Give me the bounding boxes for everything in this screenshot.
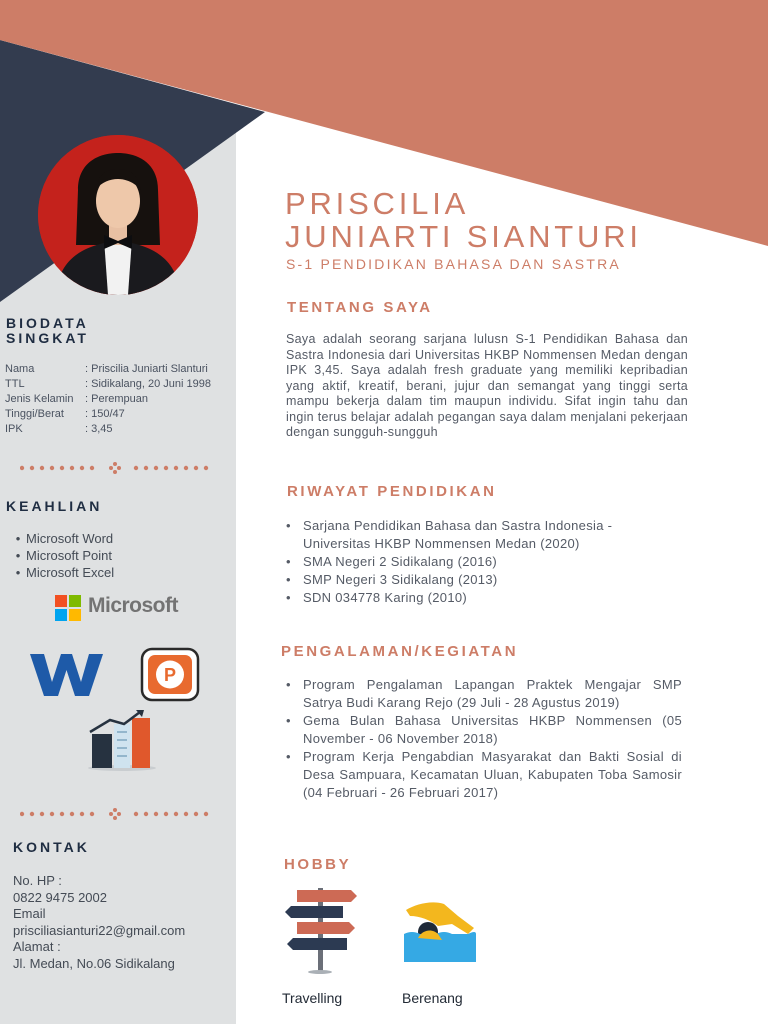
excel-chart-icon: [84, 708, 158, 772]
biodata-row: [5, 392, 211, 407]
biodata-label: Tinggi/Berat: [5, 408, 64, 420]
education-list: [283, 517, 673, 607]
biodata-value: : 150/47: [85, 408, 125, 420]
skills-list: [10, 530, 114, 581]
education-item: • Sarjana Pendidikan Bahasa dan Sastra Indonesia - Universitas HKBP Nommensen Medan (2020): [283, 517, 673, 553]
contact-address-label: Alamat :: [13, 939, 61, 954]
contact-email: prisciliasianturi22@gmail.com: [13, 922, 186, 938]
biodata-table: [5, 362, 211, 437]
contact-phone: 0822 9475 2002: [13, 889, 107, 905]
biodata-label: TTL: [5, 378, 25, 390]
skill-item: • Microsoft Point: [10, 547, 114, 564]
contact-phone-label: No. HP :: [13, 873, 62, 888]
biodata-heading-line1: BIODATA: [6, 315, 89, 331]
word-icon: [30, 654, 103, 696]
skill-item: • Microsoft Excel: [10, 564, 114, 581]
about-text: Saya adalah seorang sarjana lulusn S-1 Pendidikan Bahasa dan Sastra Indonesia dari Universitas HKBP Nommensen Medan dengan IPK 3,45. Saya adalah fresh graduate yang memiliki kepribadian yang aktif, kreatif, berani, jujur dan semangat yang tinggi serta mampu bekerja dalam tim maupun individu. Sifat ingin tahu dan ingin terus belajar adalah pegangan saya dalam menjalani pekerjaan dengan sungguh-sungguh: [286, 332, 688, 439]
dotted-divider: [20, 462, 210, 474]
education-item: • SMA Negeri 2 Sidikalang (2016): [283, 553, 673, 571]
experience-list: [283, 676, 682, 802]
contact-address: Jl. Medan, No.06 Sidikalang: [13, 955, 175, 971]
microsoft-logo-text: Microsoft: [88, 594, 178, 617]
contact-heading: KONTAK: [13, 839, 90, 855]
experience-item: • Program Kerja Pengabdian Masyarakat dan Bakti Sosial di Desa Sampuara, Kecamatan Uluan, Kabupaten Toba Samosir (04 Februari - 26 Februari 2017): [283, 748, 682, 802]
biodata-heading: [6, 316, 89, 346]
biodata-row: [5, 377, 211, 392]
hobby-label: Travelling: [282, 990, 343, 1006]
biodata-value: : Sidikalang, 20 Juni 1998: [85, 378, 211, 390]
biodata-label: Jenis Kelamin: [5, 393, 74, 405]
profile-name-line1: PRISCILIA: [285, 186, 470, 221]
biodata-value: : 3,45: [85, 423, 113, 435]
biodata-row: [5, 362, 211, 377]
profile-degree: S-1 PENDIDIKAN BAHASA DAN SASTRA: [286, 256, 621, 272]
svg-text:P: P: [163, 665, 177, 685]
swimmer-icon: [402, 898, 478, 964]
dotted-divider: [20, 808, 210, 820]
contact-email-label: Email: [13, 906, 46, 921]
skills-heading: KEAHLIAN: [6, 498, 103, 514]
signpost-icon: [283, 886, 359, 974]
experience-item: • Gema Bulan Bahasa Universitas HKBP Nommensen (05 November - 06 November 2018): [283, 712, 682, 748]
education-item: • SDN 034778 Karing (2010): [283, 589, 673, 607]
biodata-value: : Perempuan: [85, 393, 148, 405]
about-heading: TENTANG SAYA: [287, 299, 433, 316]
biodata-row: [5, 407, 211, 422]
profile-name: [285, 187, 642, 253]
biodata-value: : Priscilia Juniarti Slanturi: [85, 363, 208, 375]
profile-name-line2: JUNIARTI SIANTURI: [285, 219, 642, 254]
biodata-row: [5, 422, 211, 437]
education-item: • SMP Negeri 3 Sidikalang (2013): [283, 571, 673, 589]
skill-item: • Microsoft Word: [10, 530, 114, 547]
powerpoint-icon: [140, 647, 200, 702]
biodata-heading-line2: SINGKAT: [6, 330, 89, 346]
profile-photo: [38, 135, 198, 295]
biodata-label: Nama: [5, 363, 35, 375]
microsoft-logo-icon: [55, 595, 81, 621]
experience-heading: PENGALAMAN/KEGIATAN: [281, 643, 519, 660]
education-heading: RIWAYAT PENDIDIKAN: [287, 483, 497, 500]
hobby-label: Berenang: [402, 990, 463, 1006]
hobby-heading: HOBBY: [284, 856, 352, 873]
contact-block: [13, 873, 185, 972]
person-silhouette-icon: [38, 135, 198, 295]
experience-item: • Program Pengalaman Lapangan Praktek Mengajar SMP Satrya Budi Karang Rejo (29 Juli - 28 Agustus 2019): [283, 676, 682, 712]
biodata-label: IPK: [5, 423, 23, 435]
